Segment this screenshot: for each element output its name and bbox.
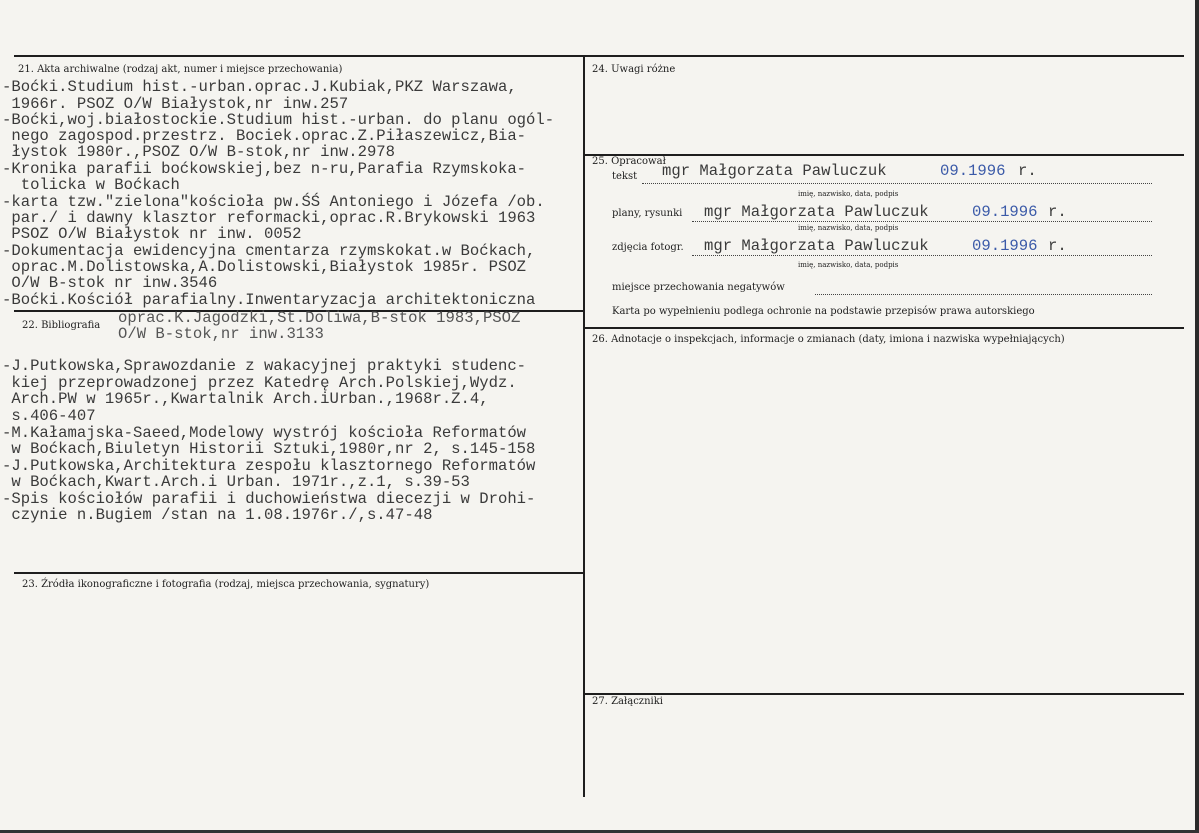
plany-author: mgr Małgorzata Pawluczuk (704, 203, 929, 221)
zdjecia-author: mgr Małgorzata Pawluczuk (704, 237, 929, 255)
entry-line: s.406-407 (2, 407, 96, 425)
entry-line: PSOZ O/W Białystok nr inw. 0052 (2, 225, 302, 243)
zdjecia-label: zdjęcia fotogr. (612, 242, 684, 253)
entry-line: czynie n.Bugiem /stan na 1.08.1976r./,s.47-48 (2, 506, 433, 524)
entry-line: par./ i dawny klasztor reformacki,oprac.R.Brykowski 1963 (2, 209, 536, 227)
rule-24-25 (584, 154, 1184, 156)
negatywy-line (815, 294, 1152, 295)
zdjecia-caption: imię, nazwisko, data, podpis (798, 261, 899, 269)
plany-label: plany, rysunki (612, 208, 683, 219)
section-21-label: 21. Akta archiwalne (rodzaj akt, numer i miejsce przechowania) (18, 64, 343, 75)
top-rule (14, 55, 1184, 57)
plany-date-suffix: r. (1048, 203, 1067, 221)
zdjecia-date: 09.1996 (972, 237, 1038, 255)
tekst-date: 09.1996 (940, 162, 1006, 180)
section-24-label: 24. Uwagi różne (592, 64, 676, 75)
entry-line: kiej przeprowadzonej przez Katedrę Arch.Polskiej,Wydz. (2, 374, 517, 392)
entry-line: -Spis kościołów parafii i duchowieństwa diecezji w Drohi- (2, 490, 536, 508)
entry-line: Arch.PW w 1965r.,Kwartalnik Arch.iUrban.,1968r.Z.4, (2, 390, 489, 408)
rule-22-23 (14, 572, 584, 574)
entry-line: -Boćki.Studium hist.-urban.oprac.J.Kubiak,PKZ Warszawa, (2, 78, 517, 96)
entry-line: łystok 1980r.,PSOZ O/W B-stok,nr inw.2978 (2, 143, 396, 161)
entry-line: oprac.M.Dolistowska,A.Dolistowski,Białystok 1985r. PSOZ (2, 258, 527, 276)
plany-caption: imię, nazwisko, data, podpis (798, 224, 899, 232)
tekst-caption: imię, nazwisko, data, podpis (798, 190, 899, 198)
entry-line: -Boćki.Kościół parafialny.Inwentaryzacja architektoniczna (2, 291, 536, 309)
continued-line: O/W B-stok,nr inw.3133 (118, 325, 324, 343)
zdjecia-line (692, 255, 1152, 256)
tekst-line (642, 183, 1152, 184)
rule-25-26 (584, 327, 1184, 329)
copyright-note: Karta po wypełnieniu podlega ochronie na podstawie przepisów prawa autorskiego (612, 306, 1035, 317)
entry-line: w Boćkach,Kwart.Arch.i Urban. 1971r.,z.1, s.39-53 (2, 473, 470, 491)
card-edge-right (1195, 0, 1199, 833)
entry-line: -Dokumentacja ewidencyjna cmentarza rzymskokat.w Boćkach, (2, 242, 536, 260)
section-23-label: 23. Źródła ikonograficzne i fotografia (rodzaj, miejsca przechowania, sygnatury) (22, 579, 430, 590)
plany-date: 09.1996 (972, 203, 1038, 221)
plany-line (692, 221, 1152, 222)
entry-line: 1966r. PSOZ O/W Białystok,nr inw.257 (2, 95, 349, 113)
entry-line: -karta tzw."zielona"kościoła pw.ŚŚ Antoniego i Józefa /ob. (2, 193, 545, 211)
continued-line: oprac.K.Jagodzki,St.Doliwa,B-stok 1983,PSOZ (118, 309, 521, 327)
tekst-date-suffix: r. (1018, 162, 1037, 180)
section-26-label: 26. Adnotacje o inspekcjach, informacje o zmianach (daty, imiona i nazwiska wypełniających) (592, 334, 1065, 345)
section-27-label: 27. Załączniki (592, 696, 663, 707)
tekst-author: mgr Małgorzata Pawluczuk (662, 162, 887, 180)
entry-line: -J.Putkowska,Sprawozdanie z wakacyjnej praktyki studenc- (2, 357, 527, 375)
section-25-label: 25. Opracował (592, 156, 666, 167)
negatywy-label: miejsce przechowania negatywów (612, 282, 785, 293)
entry-line: tolicka w Boćkach (2, 176, 180, 194)
section-22-label: 22. Bibliografia (22, 320, 101, 331)
rule-26-27 (584, 693, 1184, 695)
entry-line: -Boćki,woj.białostockie.Studium hist.-urban. do planu ogól- (2, 111, 555, 129)
entry-line: O/W B-stok nr inw.3546 (2, 274, 218, 292)
column-divider (583, 55, 585, 797)
entry-line: -Kronika parafii boćkowskiej,bez n-ru,Parafia Rzymskoka- (2, 160, 527, 178)
entry-line: w Boćkach,Biuletyn Historii Sztuki,1980r,nr 2, s.145-158 (2, 440, 536, 458)
tekst-label: tekst (612, 171, 638, 182)
entry-line: -J.Putkowska,Architektura zespołu klasztornego Reformatów (2, 457, 536, 475)
entry-line: -M.Kałamajska-Saeed,Modelowy wystrój kościoła Reformatów (2, 424, 527, 442)
zdjecia-date-suffix: r. (1048, 237, 1067, 255)
entry-line: nego zagospod.przestrz. Bociek.oprac.Z.Piłaszewicz,Bia- (2, 127, 527, 145)
